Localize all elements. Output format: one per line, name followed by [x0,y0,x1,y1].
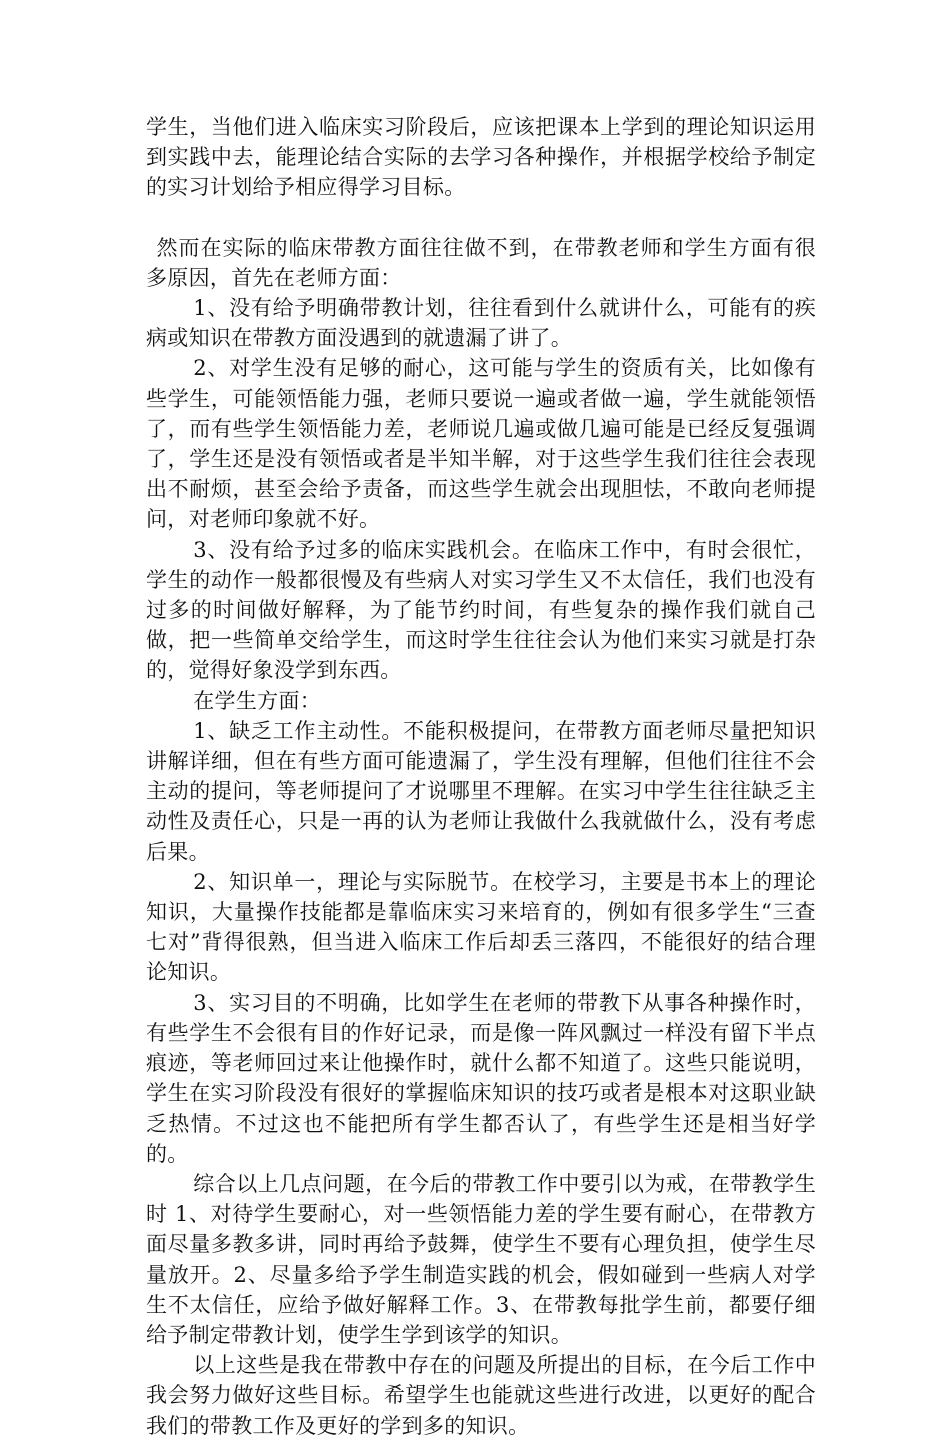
paragraph-student-point-1: 1、缺乏工作主动性。不能积极提问，在带教方面老师尽量把知识讲解详细，但在有些方面可能遗漏了，学生没有理解，但他们往往不会主动的提问，等老师提问了才说哪里不理解。在实习中学生往往缺乏主动性及责任心，只是一再的认为老师让我做什么我就做什么，没有考虑后果。 [146,718,816,864]
paragraph-intro: 学生，当他们进入临床实习阶段后，应该把课本上学到的理论知识运用到实践中去，能理论结合实际的去学习各种操作，并根据学校给予制定的实习计划给予相应得学习目标。 [146,115,816,200]
paragraph-student-point-2: 2、知识单一，理论与实际脱节。在校学习，主要是书本上的理论知识，大量操作技能都是靠临床实习来培育的，例如有很多学生“三查七对”背得很熟，但当进入临床工作后却丢三落四，不能很好的结合理论知识。 [146,869,816,985]
paragraph-student-heading: 在学生方面： [193,688,322,713]
paragraph-student-point-3: 3、实习目的不明确，比如学生在老师的带教下从事各种操作时，有些学生不会很有目的作好记录，而是像一阵风飘过一样没有留下半点痕迹，等老师回过来让他操作时，就什么都不知道了。这些只能说明，学生在实习阶段没有很好的掌握临床知识的技巧或者是根本对这职业缺乏热情。不过这也不能把所有学生都否认了，有些学生还是相当好学的。 [146,990,816,1166]
paragraph-gap [146,203,816,233]
paragraph-teacher-point-3: 3、没有给予过多的临床实践机会。在临床工作中，有时会很忙，学生的动作一般都很慢及有些病人对实习学生又不太信任，我们也没有过多的时间做好解释，为了能节约时间，有些复杂的操作我们就自己做，把一些简单交给学生，而这时学生往往会认为他们来实习就是打杂的，觉得好象没学到东西。 [146,537,816,683]
paragraph-summary: 综合以上几点问题，在今后的带教工作中要引以为戒，在带教学生时 1、对待学生要耐心，对一些领悟能力差的学生要有耐心，在带教方面尽量多教多讲，同时再给予鼓舞，使学生不要有心理负担，使学生尽量放开。2、尽量多给予学生制造实践的机会，假如碰到一些病人对学生不太信任，应给予做好解释工作。3、在带教每批学生前，都要仔细给予制定带教计划，使学生学到该学的知识。 [146,1171,816,1347]
paragraph-conclusion: 以上这些是我在带教中存在的问题及所提出的目标，在今后工作中我会努力做好这些目标。希望学生也能就这些进行改进，以更好的配合我们的带教工作及更好的学到多的知识。 [146,1353,816,1438]
paragraph-teacher-problems-intro: 然而在实际的临床带教方面往往做不到，在带教老师和学生方面有很多原因，首先在老师方面： [146,235,816,290]
paragraph-teacher-point-1: 1、没有给予明确带教计划，往往看到什么就讲什么，可能有的疾病或知识在带教方面没遇到的就遗漏了讲了。 [146,296,816,351]
paragraph-teacher-point-2: 2、对学生没有足够的耐心，这可能与学生的资质有关，比如像有些学生，可能领悟能力强，老师只要说一遍或者做一遍，学生就能领悟了，而有些学生领悟能力差，老师说几遍或做几遍可能是已经反复强调了，学生还是没有领悟或者是半知半解，对于这些学生我们往往会表现出不耐烦，甚至会给予责备，而这些学生就会出现胆怯，不敢向老师提问，对老师印象就不好。 [146,356,816,532]
document-body [146,112,816,1441]
